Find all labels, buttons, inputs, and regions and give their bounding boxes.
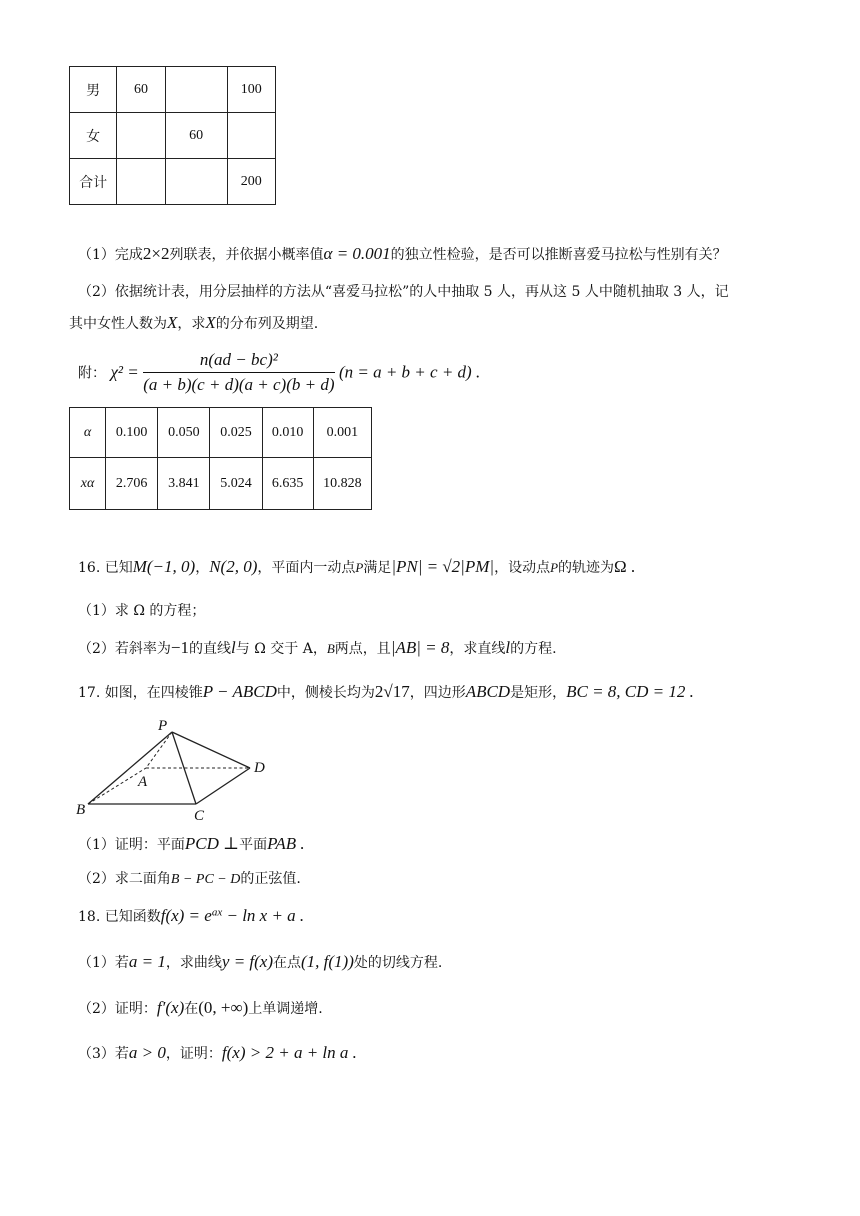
q18-part3: （3）若a > 0，证明：f(x) > 2 + a + ln a . xyxy=(78,1043,357,1062)
vertex-P: P xyxy=(158,718,168,734)
table-cell xyxy=(117,113,165,159)
q17-part2: （2）求二面角B − PC − D的正弦值. xyxy=(78,871,301,887)
vertex-A: A xyxy=(138,774,148,790)
q16-stem: 16. 已知M(−1, 0)，N(2, 0)，平面内一动点P满足|PN| = √2|PM|，设动点P的轨迹为Ω . xyxy=(78,557,636,576)
q18-part2: （2）证明：f′(x)在(0, +∞)上单调递增. xyxy=(78,998,323,1017)
q15-part2: （2）依据统计表，用分层抽样的方法从“喜爱马拉松”的人中抽取 5 人，再从这 5 人中随机抽取 3 人，记 xyxy=(78,284,729,300)
formula-fraction: $\frac{\text{n(ad − bc)²}}{(a + b)(c + d)(a + c)(b + d)}$ xyxy=(143,350,335,394)
table-cell: 女 xyxy=(70,113,117,159)
table-cell: xα xyxy=(70,458,106,510)
table-cell xyxy=(165,159,227,205)
table-cell: 2.706 xyxy=(106,458,158,510)
table-row xyxy=(70,408,372,458)
vertex-B: B xyxy=(76,802,86,818)
vertex-C: C xyxy=(194,808,205,824)
table-row xyxy=(70,159,276,205)
table-cell: 男 xyxy=(70,67,117,113)
table-cell: 0.100 xyxy=(106,408,158,458)
table-cell: 10.828 xyxy=(313,458,371,510)
table-row xyxy=(70,67,276,113)
table-cell: 200 xyxy=(227,159,275,205)
table-cell: 60 xyxy=(165,113,227,159)
q16-part2: （2）若斜率为−1的直线l与 Ω 交于 A，B两点，且|AB| = 8，求直线l的方程. xyxy=(78,638,557,657)
q17-part1: （1）证明：平面PCD ⊥平面PAB . xyxy=(78,834,305,853)
table-row xyxy=(70,113,276,159)
table-cell: 6.635 xyxy=(262,458,313,510)
table-cell: 100 xyxy=(227,67,275,113)
table-cell xyxy=(117,159,165,205)
table-cell: 0.001 xyxy=(313,408,371,458)
q17-stem: 17. 如图，在四棱锥P − ABCD中，侧棱长均为2√17，四边形ABCD是矩形，BC = 8, CD = 12 . xyxy=(78,682,694,701)
q18-part1: （1）若a = 1，求曲线y = f(x)在点(1, f(1))处的切线方程. xyxy=(78,952,443,971)
table-cell: α xyxy=(70,408,106,458)
table-cell: 3.841 xyxy=(158,458,210,510)
table-cell: 0.025 xyxy=(210,408,262,458)
table-row xyxy=(70,458,372,510)
table-cell xyxy=(227,113,275,159)
q16-part1: （1）求 Ω 的方程； xyxy=(78,603,206,619)
critical-value-table xyxy=(69,407,372,510)
table-cell: 合计 xyxy=(70,159,117,205)
table-cell: 60 xyxy=(117,67,165,113)
q18-stem: 18. 已知函数$f(x) = e^{ax} - \ln x + a$ . xyxy=(78,906,305,925)
chi-square-formula: 附： χ² = $\frac{\text{n(ad − bc)²}}{(a + b)(c + d)(a + c)(b + d)}$ (n = a + b + c + d) . xyxy=(78,350,481,394)
table-cell: 0.050 xyxy=(158,408,210,458)
contingency-table xyxy=(69,66,276,205)
table-cell xyxy=(165,67,227,113)
q15-part2-cont: 其中女性人数为X，求X的分布列及期望. xyxy=(69,313,319,332)
table-cell: 0.010 xyxy=(262,408,313,458)
table-cell: 5.024 xyxy=(210,458,262,510)
vertex-D: D xyxy=(254,760,265,776)
q15-part1: （1）完成2×2列联表，并依据小概率值α = 0.001的独立性检验，是否可以推断喜爱马拉松与性别有关？ xyxy=(78,244,727,263)
pyramid-figure xyxy=(74,716,274,824)
